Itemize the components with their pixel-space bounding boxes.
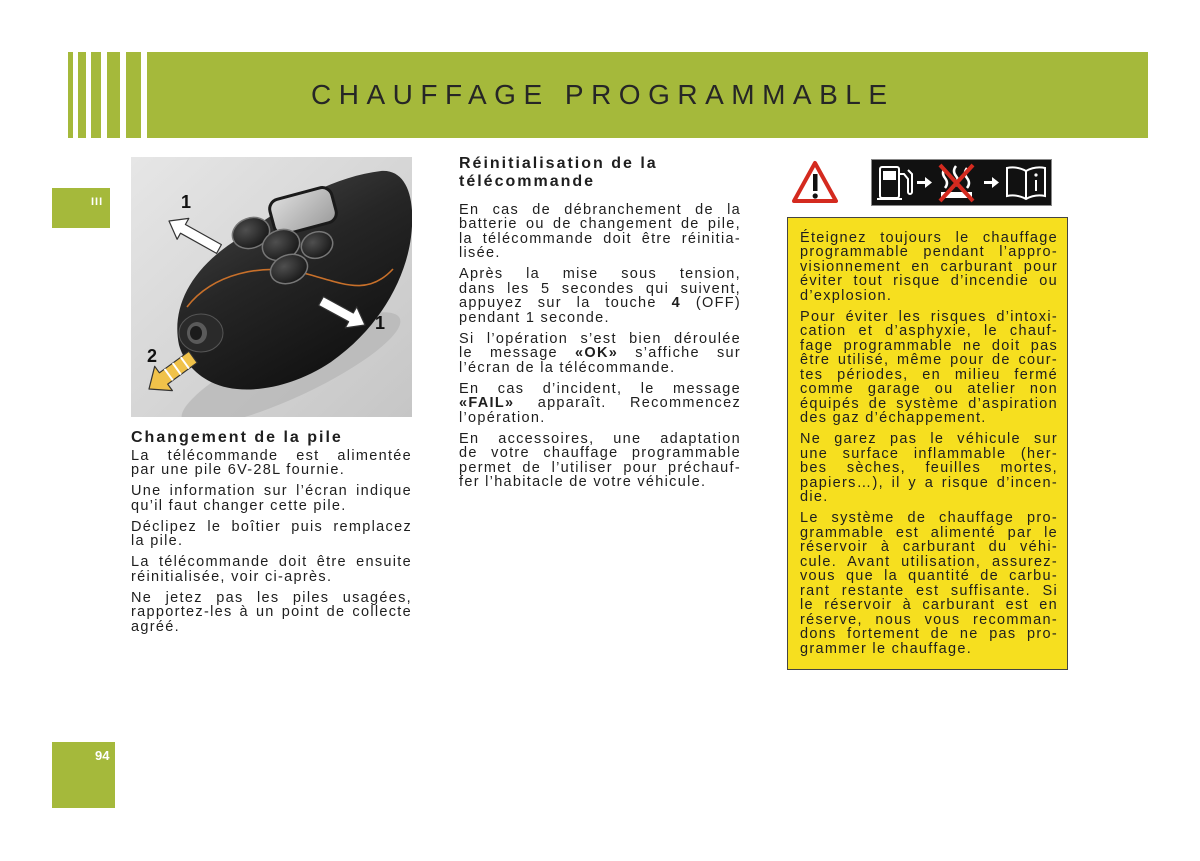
heading-line: télécommande (459, 172, 596, 190)
warning-box (787, 217, 1068, 670)
text-segment: le message (459, 345, 576, 361)
text-line: tes périodes, en milieu fermé (800, 366, 1058, 383)
text-line: visionnement en carburant pour (800, 258, 1058, 275)
paragraph (800, 432, 1058, 505)
step-label: 2 (147, 346, 158, 366)
key-ring-hole-inner (190, 326, 202, 340)
header-stripe (91, 52, 101, 138)
text-line: dans les 5 secondes qui suivent, (459, 280, 741, 297)
reset-instructions-text (459, 203, 741, 497)
text-line: une surface inflammable (her- (800, 445, 1058, 462)
paragraph (800, 310, 1058, 426)
text-line: cule. Avant utilisation, assurez- (800, 553, 1058, 570)
text-line: Après la mise sous tension, (459, 266, 741, 282)
text-line: En accessoires, une adaptation (459, 430, 741, 447)
paragraph (459, 203, 741, 261)
remote-control-figure (131, 157, 412, 417)
text-line: Ne garez pas le véhicule sur (800, 431, 1058, 447)
battery-change-text (131, 449, 412, 641)
text-line: qu’il faut changer cette pile. (131, 497, 347, 514)
warning-triangle-icon (792, 160, 838, 205)
text-line: Une information sur l’écran indique (131, 483, 412, 499)
text-line: réinitialisée, voir ci-après. (131, 568, 333, 585)
pictogram-strip (871, 159, 1052, 206)
text-line: de votre chauffage programmable (459, 445, 741, 461)
paragraph (800, 231, 1058, 304)
text-line: Déclipez le boîtier puis remplacez (131, 518, 412, 535)
text-line: lisée. (459, 245, 501, 261)
text-line: Ne jetez pas les piles usagées, (131, 589, 412, 606)
text-line: la pile. (131, 533, 184, 549)
text-line: grammable est alimenté par le (800, 524, 1058, 541)
text-segment: apparaît. Recommencez (514, 395, 741, 411)
header-stripe (68, 52, 73, 138)
text-line: d’explosion. (800, 287, 893, 304)
text-line: La télécommande doit être ensuite (131, 554, 412, 570)
section-tab-label: III (91, 196, 104, 208)
text-line: l’opération. (459, 409, 546, 426)
text-line: réserve, nous vous recomman- (800, 611, 1058, 628)
text-line: vous que la quantité de carbu- (800, 568, 1058, 584)
text-line: programmable pendant l’appro- (800, 244, 1058, 260)
text-line: batterie ou de changement de pile, (459, 216, 741, 232)
text-line: comme garage ou atelier non (800, 381, 1058, 397)
section-tab (52, 188, 110, 228)
text-line: agréé. (131, 618, 180, 635)
text-line: être utilisé, même pour de cour- (800, 352, 1058, 368)
text-line: grammer le chauffage. (800, 640, 973, 657)
paragraph (131, 520, 412, 549)
paragraph (131, 591, 412, 635)
text-line: La télécommande est alimentée (131, 447, 412, 464)
text-segment: s’affiche sur (618, 345, 741, 361)
text-line: la télécommande doit être réinitia- (459, 230, 741, 247)
text-line: En cas de débranchement de la (459, 201, 741, 218)
text-line (459, 396, 741, 411)
text-line: fer l’habitacle de votre véhicule. (459, 474, 707, 490)
text-line: rant restante est suffisante. Si (800, 582, 1058, 599)
text-line (459, 296, 741, 311)
page-title: CHAUFFAGE PROGRAMMABLE (311, 79, 895, 110)
text-line: Le système de chauffage pro- (800, 510, 1058, 526)
paragraph (131, 555, 412, 584)
text-line: bes sèches, feuilles mortes, (800, 460, 1058, 476)
text-line: die. (800, 489, 829, 505)
text-line (459, 346, 741, 361)
text-line: l’écran de la télécommande. (459, 359, 676, 376)
page-number-box (52, 742, 115, 808)
bold-text: «OK» (575, 345, 619, 361)
text-line: pendant 1 seconde. (459, 309, 610, 326)
text-segment: (OFF) (681, 295, 742, 311)
step-label: 1 (375, 313, 386, 333)
paragraph (459, 332, 741, 376)
header-stripe (107, 52, 120, 138)
section-heading (459, 155, 658, 191)
paragraph (459, 267, 741, 325)
text-line: par une pile 6V-28L fournie. (131, 462, 346, 478)
text-line: le réservoir à carburant est en (800, 597, 1058, 613)
paragraph (459, 382, 741, 426)
paragraph (800, 511, 1058, 656)
step-label: 1 (181, 192, 192, 212)
text-line: des gaz d’échappement. (800, 410, 987, 426)
text-line: papiers…), il y a risque d’incen- (800, 474, 1058, 491)
section-heading: Changement de la pile (131, 428, 343, 446)
text-line: rapportez-les à un point de collecte (131, 604, 412, 620)
text-segment: appuyez sur la touche (459, 295, 672, 311)
paragraph (131, 484, 412, 513)
text-line: éviter tout risque d’incendie ou (800, 273, 1058, 289)
heading-line: Réinitialisation de la (459, 154, 658, 172)
header-stripe (78, 52, 86, 138)
header-stripe (126, 52, 141, 138)
bold-text: «FAIL» (459, 395, 515, 411)
text-line: réservoir à carburant du véhi- (800, 539, 1058, 555)
text-line: dons fortement de ne pas pro- (800, 626, 1058, 642)
text-line: En cas d’incident, le message (459, 380, 741, 397)
paragraph (131, 449, 412, 478)
text-line: Pour éviter les risques d’intoxi- (800, 308, 1058, 325)
text-line: Si l’opération s’est bien déroulée (459, 330, 741, 347)
page-number: 94 (95, 748, 110, 763)
text-line: permet de l’utiliser pour préchauf- (459, 459, 741, 476)
text-line: cation et d’asphyxie, le chauf- (800, 323, 1058, 339)
bold-text: 4 (671, 295, 681, 311)
text-line: équipés de système d’aspiration (800, 395, 1058, 412)
paragraph (459, 432, 741, 490)
text-line: Éteignez toujours le chauffage (800, 229, 1058, 246)
text-line: fage programmable ne doit pas (800, 337, 1058, 354)
